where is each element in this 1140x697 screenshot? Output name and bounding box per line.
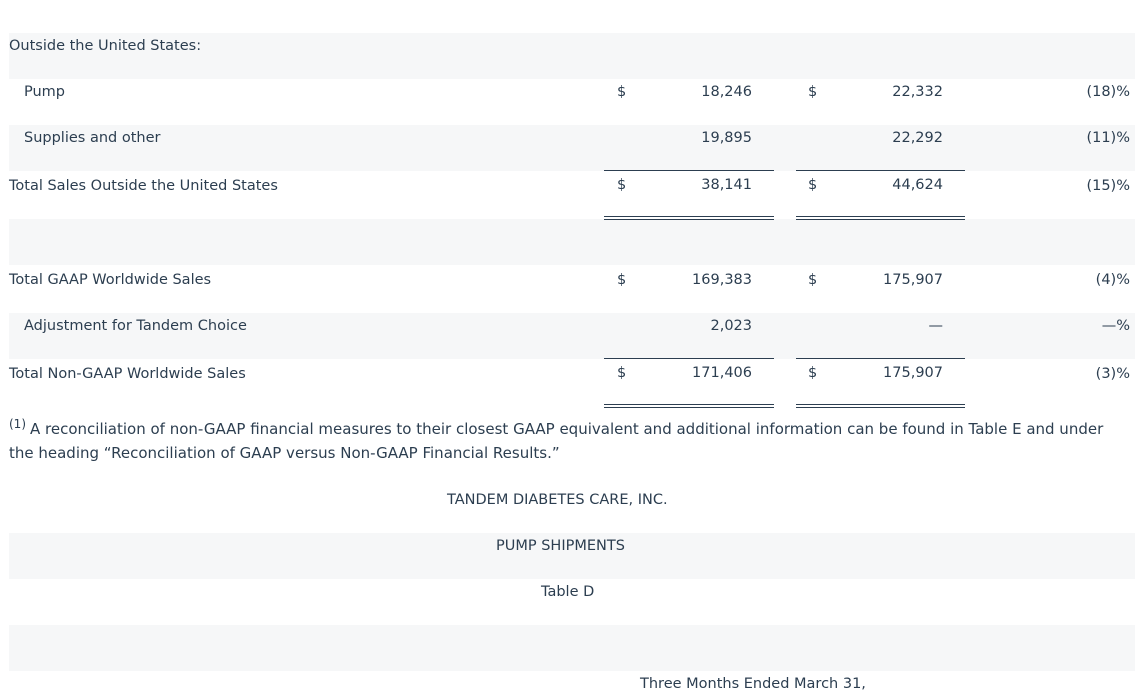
percent-change: (15)% xyxy=(1086,178,1130,194)
currency-symbol: $ xyxy=(808,365,818,381)
section-header: Outside the United States: xyxy=(9,38,202,54)
total-double-rule xyxy=(604,216,774,220)
footnote xyxy=(9,412,1131,465)
percent-change: —% xyxy=(1101,318,1130,334)
currency-symbol: $ xyxy=(808,177,818,193)
row-label: Total Non-GAAP Worldwide Sales xyxy=(9,366,246,382)
row-label: Pump xyxy=(24,84,66,100)
currency-symbol: $ xyxy=(617,84,627,100)
table-id: Table D xyxy=(541,584,595,600)
percent-change: (18)% xyxy=(1086,84,1130,100)
row-label: Total Sales Outside the United States xyxy=(9,178,278,194)
currency-symbol: $ xyxy=(617,177,627,193)
currency-symbol: $ xyxy=(808,272,818,288)
row-label: Supplies and other xyxy=(24,130,161,146)
total-double-rule xyxy=(796,404,965,408)
percent-change: (4)% xyxy=(1095,272,1130,288)
total-double-rule xyxy=(796,216,965,220)
row-band xyxy=(9,625,1135,671)
value-prior: 175,907 xyxy=(883,365,943,381)
value-prior: 175,907 xyxy=(883,272,943,288)
period-header: Three Months Ended March 31, xyxy=(640,676,866,692)
value-current: 171,406 xyxy=(692,365,752,381)
value-prior: 44,624 xyxy=(892,177,943,193)
currency-symbol: $ xyxy=(617,272,627,288)
value-prior: 22,332 xyxy=(892,84,943,100)
row-band xyxy=(9,125,1135,171)
value-current: 18,246 xyxy=(701,84,752,100)
value-current: 169,383 xyxy=(692,272,752,288)
value-current: 2,023 xyxy=(710,318,752,334)
row-label: Adjustment for Tandem Choice xyxy=(24,318,247,334)
footnote-text: A reconciliation of non-GAAP financial measures to their closest GAAP equivalent and additional information can be found in Table E and under the heading “Reconciliation of GAAP versus Non-GAAP Financial Results.” xyxy=(9,420,1104,462)
row-band xyxy=(9,219,1135,265)
percent-change: (11)% xyxy=(1086,130,1130,146)
subtotal-rule xyxy=(796,170,965,171)
currency-symbol: $ xyxy=(808,84,818,100)
row-label: Total GAAP Worldwide Sales xyxy=(9,272,212,288)
value-current: 38,141 xyxy=(701,177,752,193)
value-prior: — xyxy=(928,318,943,334)
table-title: PUMP SHIPMENTS xyxy=(496,538,625,554)
subtotal-rule xyxy=(604,358,774,359)
total-double-rule xyxy=(604,404,774,408)
subtotal-rule xyxy=(604,170,774,171)
value-current: 19,895 xyxy=(701,130,752,146)
subtotal-rule xyxy=(796,358,965,359)
percent-change: (3)% xyxy=(1095,366,1130,382)
company-name: TANDEM DIABETES CARE, INC. xyxy=(447,492,668,508)
footnote-marker: (1) xyxy=(9,417,26,431)
currency-symbol: $ xyxy=(617,365,627,381)
value-prior: 22,292 xyxy=(892,130,943,146)
